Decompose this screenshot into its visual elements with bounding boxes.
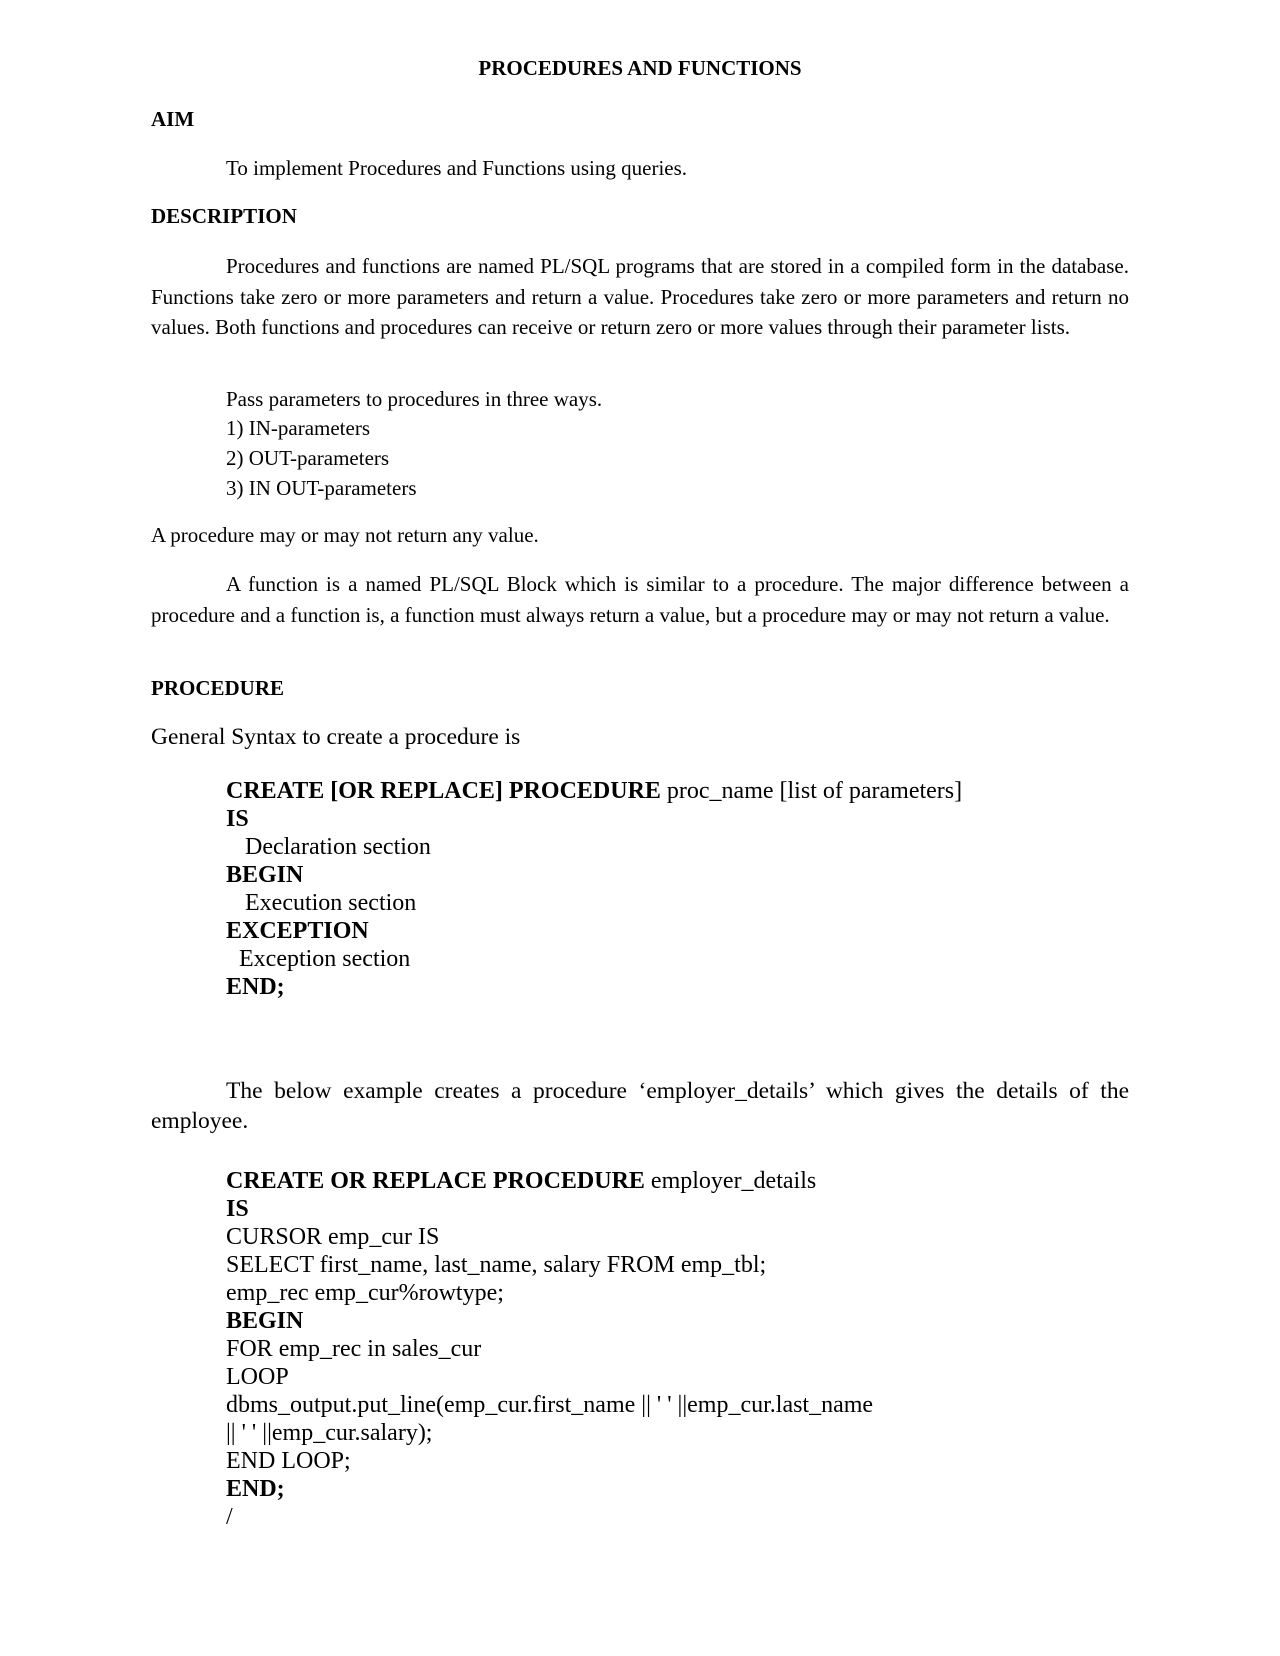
syntax-create-rest: proc_name [list of parameters] bbox=[660, 778, 963, 804]
example-cursor: CURSOR emp_cur IS bbox=[226, 1224, 440, 1250]
aim-text: To implement Procedures and Functions using queries. bbox=[226, 156, 688, 180]
pass-parameters-intro: Pass parameters to procedures in three ways. bbox=[226, 387, 603, 411]
page-title: PROCEDURES AND FUNCTIONS bbox=[478, 56, 802, 80]
syntax-exception-section: Exception section bbox=[239, 946, 411, 972]
procedure-return-note: A procedure may or may not return any value. bbox=[151, 523, 539, 547]
syntax-begin: BEGIN bbox=[226, 862, 304, 888]
example-intro-text: The below example creates a procedure ‘employer_details’ which gives the details of the employee. bbox=[151, 1078, 1129, 1134]
example-create-keyword: CREATE OR REPLACE PROCEDURE bbox=[226, 1168, 645, 1194]
syntax-create-keyword: CREATE [OR REPLACE] PROCEDURE bbox=[226, 778, 661, 804]
syntax-exception: EXCEPTION bbox=[226, 918, 369, 944]
example-for: FOR emp_rec in sales_cur bbox=[226, 1336, 482, 1362]
example-slash: / bbox=[226, 1504, 233, 1530]
example-loop: LOOP bbox=[226, 1364, 289, 1390]
example-put-line-1: dbms_output.put_line(emp_cur.first_name || ' ' ||emp_cur.last_name bbox=[226, 1392, 874, 1418]
syntax-execution-section: Execution section bbox=[245, 890, 417, 916]
example-is: IS bbox=[226, 1196, 249, 1222]
syntax-intro: General Syntax to create a procedure is bbox=[151, 724, 521, 750]
example-end-loop: END LOOP; bbox=[226, 1448, 351, 1474]
syntax-end: END; bbox=[226, 974, 285, 1000]
list-item-out-parameters: 2) OUT-parameters bbox=[226, 446, 390, 470]
description-heading: DESCRIPTION bbox=[151, 204, 297, 228]
syntax-create-line bbox=[226, 778, 962, 805]
example-begin: BEGIN bbox=[226, 1308, 304, 1334]
example-create-line bbox=[226, 1168, 816, 1195]
example-intro bbox=[151, 1077, 1129, 1136]
list-item-in-out-parameters: 3) IN OUT-parameters bbox=[226, 476, 417, 500]
example-end: END; bbox=[226, 1476, 285, 1502]
procedure-heading: PROCEDURE bbox=[151, 676, 285, 700]
example-select: SELECT first_name, last_name, salary FROM emp_tbl; bbox=[226, 1252, 767, 1278]
example-rec: emp_rec emp_cur%rowtype; bbox=[226, 1280, 504, 1306]
description-paragraph-1 bbox=[151, 251, 1129, 343]
description-paragraph-2-text: A function is a named PL/SQL Block which is similar to a procedure. The major difference between a procedure and a function is, a function must always return a value, but a procedure may or may not return a value. bbox=[151, 572, 1129, 627]
example-put-line-2: || ' ' ||emp_cur.salary); bbox=[226, 1420, 433, 1446]
description-paragraph-2 bbox=[151, 569, 1129, 630]
syntax-declaration-section: Declaration section bbox=[245, 834, 431, 860]
list-item-in-parameters: 1) IN-parameters bbox=[226, 416, 371, 440]
example-create-rest: employer_details bbox=[644, 1168, 817, 1194]
aim-heading: AIM bbox=[151, 107, 195, 131]
description-paragraph-1-text: Procedures and functions are named PL/SQL programs that are stored in a compiled form in the database. Functions take zero or more parameters and return a value. Procedures take zero or more parameters and return no values. Both functions and procedures can receive or return zero or more values through their parameter lists. bbox=[151, 254, 1129, 339]
syntax-is: IS bbox=[226, 806, 249, 832]
